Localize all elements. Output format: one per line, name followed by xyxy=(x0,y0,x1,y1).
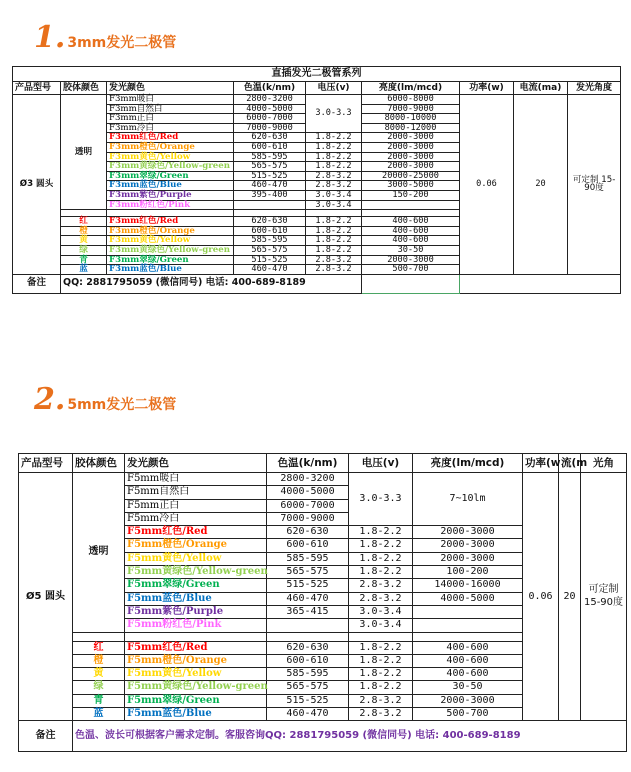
note-label: 备注 xyxy=(13,274,61,293)
voltage: 1.8-2.2 xyxy=(306,133,362,143)
voltage: 2.8-3.2 xyxy=(306,255,362,265)
color-temp: 600-610 xyxy=(234,226,306,236)
section2-number: 2. xyxy=(34,382,66,417)
color-temp: 620-630 xyxy=(267,526,349,539)
column-header: 亮度(lm/mcd) xyxy=(413,454,523,473)
emit-color: F3mm自然白 xyxy=(107,104,234,114)
emit-color: F3mm翠绿/Green xyxy=(107,171,234,181)
column-header: 功率(w xyxy=(523,454,559,473)
color-temp: 6000-7000 xyxy=(267,499,349,512)
emit-color: F5mm橙色/Orange xyxy=(125,654,267,667)
color-temp: 585-595 xyxy=(267,552,349,565)
spacer-cell xyxy=(267,632,349,641)
column-header: 电流(ma) xyxy=(514,82,568,95)
voltage: 2.8-3.2 xyxy=(306,171,362,181)
emit-color: F5mm粉红色/Pink xyxy=(125,619,267,632)
emit-color: F3mm黄绿色/Yellow-green xyxy=(107,162,234,172)
voltage: 1.8-2.2 xyxy=(349,641,413,654)
luminance: 7000-9000 xyxy=(362,104,460,114)
color-temp: 460-470 xyxy=(267,708,349,721)
emit-color: F3mm红色/Red xyxy=(107,133,234,143)
luminance xyxy=(413,605,523,618)
lum-white: 7~10lm xyxy=(413,473,523,526)
luminance: 2000-3000 xyxy=(413,552,523,565)
color-temp: 565-575 xyxy=(267,566,349,579)
column-header: 产品型号 xyxy=(19,454,73,473)
emit-color: F3mm翠绿/Green xyxy=(107,255,234,265)
note-label: 备注 xyxy=(19,721,73,752)
color-temp: 460-470 xyxy=(267,592,349,605)
luminance: 2000-3000 xyxy=(362,152,460,162)
color-temp: 565-575 xyxy=(234,162,306,172)
emit-color: F5mm自然白 xyxy=(125,486,267,499)
spacer-cell xyxy=(349,632,413,641)
table-title-row xyxy=(13,67,621,82)
color-temp: 2800-3200 xyxy=(234,95,306,105)
voltage: 2.8-3.2 xyxy=(306,181,362,191)
color-temp: 6000-7000 xyxy=(234,114,306,124)
gel-color-clear: 透明 xyxy=(73,473,125,633)
angle-cell: 可定制 15-90度 xyxy=(581,473,627,721)
emit-color: F3mm紫色/Purple xyxy=(107,190,234,200)
color-temp: 4000-5000 xyxy=(234,104,306,114)
emit-color: F3mm冷白 xyxy=(107,123,234,133)
emit-color: F3mm蓝色/Blue xyxy=(107,265,234,275)
color-temp: 620-630 xyxy=(234,133,306,143)
color-temp: 460-470 xyxy=(234,181,306,191)
color-temp: 585-595 xyxy=(234,152,306,162)
emit-color: F3mm暖白 xyxy=(107,95,234,105)
column-header: 色温(k/nm) xyxy=(267,454,349,473)
luminance: 30-50 xyxy=(413,681,523,694)
luminance: 400-600 xyxy=(362,217,460,227)
gel-color: 蓝 xyxy=(73,708,125,721)
current-cell: 20 xyxy=(559,473,581,721)
voltage: 1.8-2.2 xyxy=(306,152,362,162)
emit-color: F5mm黄绿色/Yellow-green xyxy=(125,681,267,694)
voltage-white: 3.0-3.3 xyxy=(349,473,413,526)
luminance: 2000-3000 xyxy=(362,162,460,172)
table-header-row xyxy=(13,82,621,95)
voltage: 3.0-3.4 xyxy=(349,605,413,618)
column-header: 流(m xyxy=(559,454,581,473)
column-header: 发光颜色 xyxy=(125,454,267,473)
voltage: 1.8-2.2 xyxy=(306,142,362,152)
color-temp: 395-400 xyxy=(234,190,306,200)
emit-color: F3mm黄色/Yellow xyxy=(107,152,234,162)
color-temp xyxy=(234,200,306,210)
color-temp: 565-575 xyxy=(234,245,306,255)
gel-color: 蓝 xyxy=(61,265,107,275)
column-header: 产品型号 xyxy=(13,82,61,95)
model-cell: Ø5 圆头 xyxy=(19,473,73,721)
gel-color: 黄 xyxy=(61,236,107,246)
table-5mm xyxy=(18,453,627,752)
column-header: 电压(v) xyxy=(306,82,362,95)
color-temp: 585-595 xyxy=(234,236,306,246)
gel-color-clear: 透明 xyxy=(61,95,107,210)
voltage: 2.8-3.2 xyxy=(349,579,413,592)
note-text: QQ: 2881795059 (微信同号) 电话: 400-689-8189 xyxy=(61,274,362,293)
voltage: 3.0-3.4 xyxy=(306,200,362,210)
voltage: 3.0-3.4 xyxy=(349,619,413,632)
gel-color: 橙 xyxy=(73,654,125,667)
emit-color: F5mm翠绿/Green xyxy=(125,579,267,592)
emit-color: F5mm正白 xyxy=(125,499,267,512)
spacer-cell xyxy=(413,632,523,641)
emit-color: F3mm橙色/Orange xyxy=(107,142,234,152)
emit-color: F3mm红色/Red xyxy=(107,217,234,227)
emit-color: F3mm粉红色/Pink xyxy=(107,200,234,210)
gel-color: 黄 xyxy=(73,668,125,681)
section1-heading xyxy=(34,20,176,55)
luminance: 500-700 xyxy=(362,265,460,275)
gel-color: 绿 xyxy=(61,245,107,255)
emit-color: F5mm暖白 xyxy=(125,473,267,486)
emit-color: F5mm黄绿色/Yellow-green xyxy=(125,566,267,579)
voltage: 2.8-3.2 xyxy=(306,265,362,275)
section1-title: 3mm发光二极管 xyxy=(67,35,177,51)
luminance: 400-600 xyxy=(362,226,460,236)
emit-color: F5mm蓝色/Blue xyxy=(125,708,267,721)
voltage: 2.8-3.2 xyxy=(349,592,413,605)
voltage: 3.0-3.4 xyxy=(306,190,362,200)
emit-color: F5mm橙色/Orange xyxy=(125,539,267,552)
emit-color: F3mm橙色/Orange xyxy=(107,226,234,236)
luminance xyxy=(362,200,460,210)
color-temp: 515-525 xyxy=(234,255,306,265)
color-temp: 515-525 xyxy=(267,694,349,707)
column-header: 胶体颜色 xyxy=(73,454,125,473)
luminance: 2000-3000 xyxy=(362,142,460,152)
gel-color: 青 xyxy=(73,694,125,707)
voltage: 1.8-2.2 xyxy=(306,245,362,255)
emit-color: F5mm冷白 xyxy=(125,512,267,525)
table-3mm xyxy=(12,66,621,294)
color-temp: 2800-3200 xyxy=(267,473,349,486)
note-row xyxy=(13,274,621,293)
gel-color: 红 xyxy=(73,641,125,654)
note-empty xyxy=(460,274,621,293)
current-cell: 20 xyxy=(514,95,568,275)
luminance: 500-700 xyxy=(413,708,523,721)
voltage: 1.8-2.2 xyxy=(306,226,362,236)
table-row xyxy=(13,95,621,105)
voltage: 1.8-2.2 xyxy=(349,552,413,565)
table-title: 直插发光二极管系列 xyxy=(13,67,621,82)
section1-number: 1. xyxy=(34,20,66,55)
luminance: 2000-3000 xyxy=(413,539,523,552)
color-temp: 585-595 xyxy=(267,668,349,681)
note-text: 色温、波长可根据客户需求定制。客服咨询QQ: 2881795059 (微信同号) 电话: 400-689-8189 xyxy=(73,721,627,752)
power-cell: 0.06 xyxy=(523,473,559,721)
voltage: 1.8-2.2 xyxy=(349,566,413,579)
column-header: 色温(k/nm) xyxy=(234,82,306,95)
table-header-row xyxy=(19,454,627,473)
color-temp xyxy=(267,619,349,632)
color-temp: 600-610 xyxy=(267,654,349,667)
color-temp: 365-415 xyxy=(267,605,349,618)
column-header: 电压(v) xyxy=(349,454,413,473)
column-header: 发光角度 xyxy=(568,82,621,95)
color-temp: 7000-9000 xyxy=(267,512,349,525)
note-row xyxy=(19,721,627,752)
color-temp: 600-610 xyxy=(234,142,306,152)
voltage: 1.8-2.2 xyxy=(306,162,362,172)
luminance: 400-600 xyxy=(362,236,460,246)
voltage: 2.8-3.2 xyxy=(349,694,413,707)
color-temp: 600-610 xyxy=(267,539,349,552)
emit-color: F5mm黄色/Yellow xyxy=(125,668,267,681)
gel-color: 橙 xyxy=(61,226,107,236)
luminance: 14000-16000 xyxy=(413,579,523,592)
spacer-cell xyxy=(125,632,267,641)
angle-cell: 可定制 15-90度 xyxy=(568,95,621,275)
luminance: 4000-5000 xyxy=(413,592,523,605)
luminance: 2000-3000 xyxy=(362,133,460,143)
luminance: 100-200 xyxy=(413,566,523,579)
voltage: 1.8-2.2 xyxy=(306,236,362,246)
luminance: 400-600 xyxy=(413,641,523,654)
color-temp: 620-630 xyxy=(267,641,349,654)
luminance: 20000-25000 xyxy=(362,171,460,181)
section2-heading xyxy=(34,382,176,417)
luminance: 2000-3000 xyxy=(413,526,523,539)
luminance: 8000-12000 xyxy=(362,123,460,133)
luminance: 2000-3000 xyxy=(413,694,523,707)
spacer-cell xyxy=(73,632,125,641)
luminance: 6000-8000 xyxy=(362,95,460,105)
gel-color: 红 xyxy=(61,217,107,227)
gel-color: 绿 xyxy=(73,681,125,694)
color-temp: 515-525 xyxy=(234,171,306,181)
note-empty xyxy=(362,274,460,293)
table-row xyxy=(19,473,627,486)
color-temp: 7000-9000 xyxy=(234,123,306,133)
emit-color: F3mm黄色/Yellow xyxy=(107,236,234,246)
gel-color: 青 xyxy=(61,255,107,265)
emit-color: F5mm红色/Red xyxy=(125,526,267,539)
voltage: 1.8-2.2 xyxy=(349,681,413,694)
emit-color: F5mm黄色/Yellow xyxy=(125,552,267,565)
emit-color: F3mm蓝色/Blue xyxy=(107,181,234,191)
color-temp: 620-630 xyxy=(234,217,306,227)
voltage: 1.8-2.2 xyxy=(349,654,413,667)
column-header: 发光颜色 xyxy=(107,82,234,95)
color-temp: 4000-5000 xyxy=(267,486,349,499)
color-temp: 460-470 xyxy=(234,265,306,275)
luminance: 400-600 xyxy=(413,654,523,667)
voltage: 1.8-2.2 xyxy=(306,217,362,227)
model-cell: Ø3 圆头 xyxy=(13,95,61,275)
voltage: 2.8-3.2 xyxy=(349,708,413,721)
voltage: 1.8-2.2 xyxy=(349,539,413,552)
section2-title: 5mm发光二极管 xyxy=(67,397,177,413)
emit-color: F5mm紫色/Purple xyxy=(125,605,267,618)
voltage: 1.8-2.2 xyxy=(349,668,413,681)
luminance xyxy=(413,619,523,632)
emit-color: F5mm红色/Red xyxy=(125,641,267,654)
luminance: 2000-3000 xyxy=(362,255,460,265)
emit-color: F5mm蓝色/Blue xyxy=(125,592,267,605)
voltage-white: 3.0-3.3 xyxy=(306,95,362,133)
power-cell: 0.06 xyxy=(460,95,514,275)
emit-color: F3mm正白 xyxy=(107,114,234,124)
column-header: 胶体颜色 xyxy=(61,82,107,95)
emit-color: F5mm翠绿/Green xyxy=(125,694,267,707)
emit-color: F3mm黄绿色/Yellow-green xyxy=(107,245,234,255)
color-temp: 565-575 xyxy=(267,681,349,694)
column-header: 功率(w) xyxy=(460,82,514,95)
luminance: 400-600 xyxy=(413,668,523,681)
luminance: 150-200 xyxy=(362,190,460,200)
voltage: 1.8-2.2 xyxy=(349,526,413,539)
color-temp: 515-525 xyxy=(267,579,349,592)
luminance: 3000-5000 xyxy=(362,181,460,191)
column-header: 光角 xyxy=(581,454,627,473)
column-header: 亮度(lm/mcd) xyxy=(362,82,460,95)
luminance: 8000-10000 xyxy=(362,114,460,124)
luminance: 30-50 xyxy=(362,245,460,255)
